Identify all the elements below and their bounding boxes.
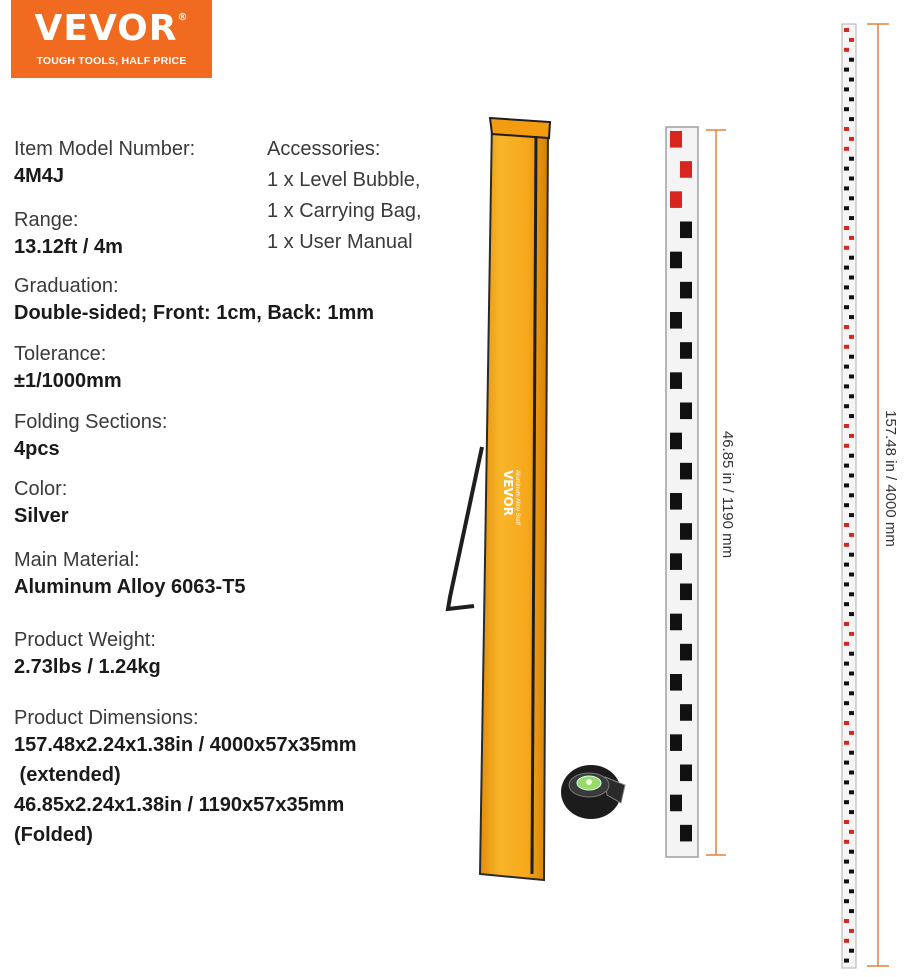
staff-graduation-mark: [844, 28, 849, 32]
folded-dimension-label: 46.85 in / 1190 mm: [719, 430, 737, 559]
staff-graduation-mark: [849, 850, 854, 854]
staff-graduation-mark: [849, 573, 854, 577]
staff-graduation-mark: [849, 58, 854, 62]
carrying-bag-image: [440, 112, 560, 882]
staff-graduation-mark: [844, 503, 849, 507]
staff-graduation-mark: [670, 312, 682, 329]
bag-note: Aluminum Alloy Staff: [514, 470, 520, 525]
staff-graduation-mark: [680, 403, 692, 420]
staff-graduation-mark: [844, 721, 849, 725]
spec-value: 157.48x2.24x1.38in / 4000x57x35mm: [14, 734, 357, 756]
staff-graduation-mark: [849, 929, 854, 933]
staff-graduation-mark: [680, 584, 692, 601]
staff-graduation-mark: [849, 909, 854, 913]
staff-graduation-mark: [844, 464, 849, 468]
staff-graduation-mark: [844, 582, 849, 586]
staff-graduation-mark: [844, 68, 849, 72]
staff-graduation-mark: [844, 107, 849, 111]
staff-graduation-mark: [849, 97, 854, 101]
staff-graduation-mark: [849, 672, 854, 676]
staff-graduation-mark: [844, 404, 849, 408]
staff-graduation-mark: [844, 305, 849, 309]
staff-graduation-mark: [849, 830, 854, 834]
spec-label: Color:: [14, 478, 68, 500]
spec-value: Silver: [14, 505, 69, 527]
staff-graduation-mark: [849, 691, 854, 695]
staff-graduation-mark: [680, 342, 692, 359]
staff-graduation-mark: [849, 315, 854, 319]
staff-graduation-mark: [844, 444, 849, 448]
staff-graduation-mark: [849, 216, 854, 220]
spec-model: [14, 137, 195, 191]
staff-graduation-mark: [849, 276, 854, 280]
spec-color: [14, 477, 68, 531]
staff-graduation-mark: [844, 761, 849, 765]
staff-graduation-mark: [849, 78, 854, 82]
level-bubble-image: [555, 755, 630, 825]
spec-value: Double-sided; Front: 1cm, Back: 1mm: [14, 302, 375, 324]
spec-dimensions: [14, 706, 357, 850]
spec-label: Main Material:: [14, 549, 140, 571]
staff-graduation-mark: [849, 553, 854, 557]
staff-graduation-mark: [844, 741, 849, 745]
staff-graduation-mark: [844, 87, 849, 91]
staff-graduation-mark: [844, 345, 849, 349]
spec-weight: [14, 628, 161, 682]
staff-graduation-mark: [844, 840, 849, 844]
staff-graduation-mark: [849, 394, 854, 398]
staff-graduation-mark: [844, 860, 849, 864]
staff-graduation-mark: [844, 365, 849, 369]
staff-graduation-mark: [680, 282, 692, 299]
staff-graduation-mark: [849, 711, 854, 715]
staff-graduation-mark: [844, 384, 849, 388]
vevor-logo: [11, 0, 212, 78]
staff-graduation-mark: [844, 780, 849, 784]
spec-value: 4M4J: [14, 165, 65, 187]
spec-value: (Folded): [14, 824, 93, 846]
staff-graduation-mark: [670, 131, 682, 148]
staff-graduation-mark: [849, 870, 854, 874]
staff-graduation-mark: [844, 266, 849, 270]
bag-brand: VEVOR: [501, 470, 515, 517]
staff-graduation-mark: [849, 335, 854, 339]
staff-graduation-mark: [849, 196, 854, 200]
spec-label: Graduation:: [14, 275, 119, 297]
staff-graduation-mark: [849, 810, 854, 814]
staff-graduation-mark: [680, 161, 692, 178]
spec-label: Product Dimensions:: [14, 707, 199, 729]
staff-graduation-mark: [844, 483, 849, 487]
spec-graduation: [14, 274, 374, 328]
staff-graduation-mark: [844, 206, 849, 210]
spec-value: ±1/1000mm: [14, 370, 122, 392]
staff-graduation-mark: [680, 523, 692, 540]
staff-graduation-mark: [670, 372, 682, 389]
staff-graduation-mark: [849, 731, 854, 735]
staff-graduation-mark: [849, 236, 854, 240]
staff-graduation-mark: [849, 533, 854, 537]
staff-graduation-mark: [844, 543, 849, 547]
staff-graduation-mark: [849, 474, 854, 478]
staff-graduation-mark: [844, 899, 849, 903]
staff-graduation-mark: [844, 147, 849, 151]
accessories-list: [267, 134, 422, 258]
staff-graduation-mark: [680, 644, 692, 661]
spec-label: Tolerance:: [14, 343, 107, 365]
staff-graduation-mark: [849, 375, 854, 379]
staff-graduation-mark: [844, 246, 849, 250]
staff-graduation-mark: [844, 424, 849, 428]
spec-tolerance: [14, 342, 122, 396]
staff-graduation-mark: [849, 434, 854, 438]
staff-graduation-mark: [849, 355, 854, 359]
spec-label: Folding Sections:: [14, 411, 168, 433]
staff-graduation-mark: [680, 463, 692, 480]
staff-graduation-mark: [844, 701, 849, 705]
staff-graduation-mark: [849, 256, 854, 260]
logo-brand: VEVOR®: [34, 8, 189, 49]
staff-graduation-mark: [849, 652, 854, 656]
accessories-title: Accessories:: [267, 138, 381, 160]
logo-tagline: TOUGH TOOLS, HALF PRICE: [36, 55, 187, 67]
staff-graduation-mark: [670, 493, 682, 510]
spec-value: (extended): [14, 764, 121, 786]
staff-graduation-mark: [849, 889, 854, 893]
staff-graduation-mark: [680, 704, 692, 721]
staff-graduation-mark: [844, 226, 849, 230]
staff-graduation-mark: [844, 879, 849, 883]
staff-graduation-mark: [849, 513, 854, 517]
staff-graduation-mark: [844, 622, 849, 626]
staff-graduation-mark: [844, 919, 849, 923]
staff-graduation-mark: [670, 553, 682, 570]
staff-graduation-mark: [844, 523, 849, 527]
staff-graduation-mark: [849, 157, 854, 161]
staff-graduation-mark: [849, 117, 854, 121]
staff-graduation-mark: [670, 674, 682, 691]
staff-graduation-mark: [849, 632, 854, 636]
staff-graduation-mark: [844, 167, 849, 171]
staff-graduation-mark: [670, 734, 682, 751]
extended-staff-image: [838, 22, 862, 972]
staff-graduation-mark: [670, 795, 682, 812]
spec-value: 2.73lbs / 1.24kg: [14, 656, 161, 678]
staff-graduation-mark: [849, 454, 854, 458]
staff-graduation-mark: [680, 765, 692, 782]
staff-graduation-mark: [849, 771, 854, 775]
staff-graduation-mark: [844, 186, 849, 190]
staff-graduation-mark: [844, 959, 849, 963]
staff-graduation-mark: [849, 414, 854, 418]
staff-graduation-mark: [844, 602, 849, 606]
spec-material: [14, 548, 246, 602]
staff-graduation-mark: [849, 137, 854, 141]
spec-label: Item Model Number:: [14, 138, 196, 160]
spec-value: 46.85x2.24x1.38in / 1190x57x35mm: [14, 794, 345, 816]
staff-graduation-mark: [849, 612, 854, 616]
staff-graduation-mark: [844, 285, 849, 289]
staff-graduation-mark: [670, 252, 682, 269]
staff-graduation-mark: [849, 38, 854, 42]
spec-label: Range:: [14, 209, 79, 231]
staff-graduation-mark: [844, 800, 849, 804]
spec-value: 13.12ft / 4m: [14, 236, 123, 258]
staff-graduation-mark: [844, 325, 849, 329]
staff-graduation-mark: [844, 939, 849, 943]
spec-sections: [14, 410, 167, 464]
spec-label: Product Weight:: [14, 629, 156, 651]
staff-graduation-mark: [849, 493, 854, 497]
staff-graduation-mark: [844, 48, 849, 52]
staff-graduation-mark: [849, 949, 854, 953]
staff-graduation-mark: [844, 642, 849, 646]
staff-graduation-mark: [844, 127, 849, 131]
staff-graduation-mark: [680, 825, 692, 842]
staff-graduation-mark: [849, 592, 854, 596]
extended-dimension-label: 157.48 in / 4000 mm: [881, 410, 899, 547]
staff-graduation-mark: [670, 614, 682, 631]
spec-value: 4pcs: [14, 438, 60, 460]
accessory-item: 1 x Level Bubble,: [267, 169, 421, 191]
staff-graduation-mark: [849, 177, 854, 181]
staff-graduation-mark: [844, 820, 849, 824]
staff-graduation-mark: [844, 563, 849, 567]
staff-graduation-mark: [680, 222, 692, 239]
staff-graduation-mark: [670, 191, 682, 208]
accessory-item: 1 x User Manual: [267, 231, 413, 253]
staff-graduation-mark: [849, 790, 854, 794]
staff-graduation-mark: [849, 295, 854, 299]
staff-graduation-mark: [844, 681, 849, 685]
spec-value: Aluminum Alloy 6063-T5: [14, 576, 246, 598]
staff-graduation-mark: [849, 751, 854, 755]
staff-graduation-mark: [844, 662, 849, 666]
staff-graduation-mark: [670, 433, 682, 450]
spec-range: [14, 208, 123, 262]
accessory-item: 1 x Carrying Bag,: [267, 200, 422, 222]
